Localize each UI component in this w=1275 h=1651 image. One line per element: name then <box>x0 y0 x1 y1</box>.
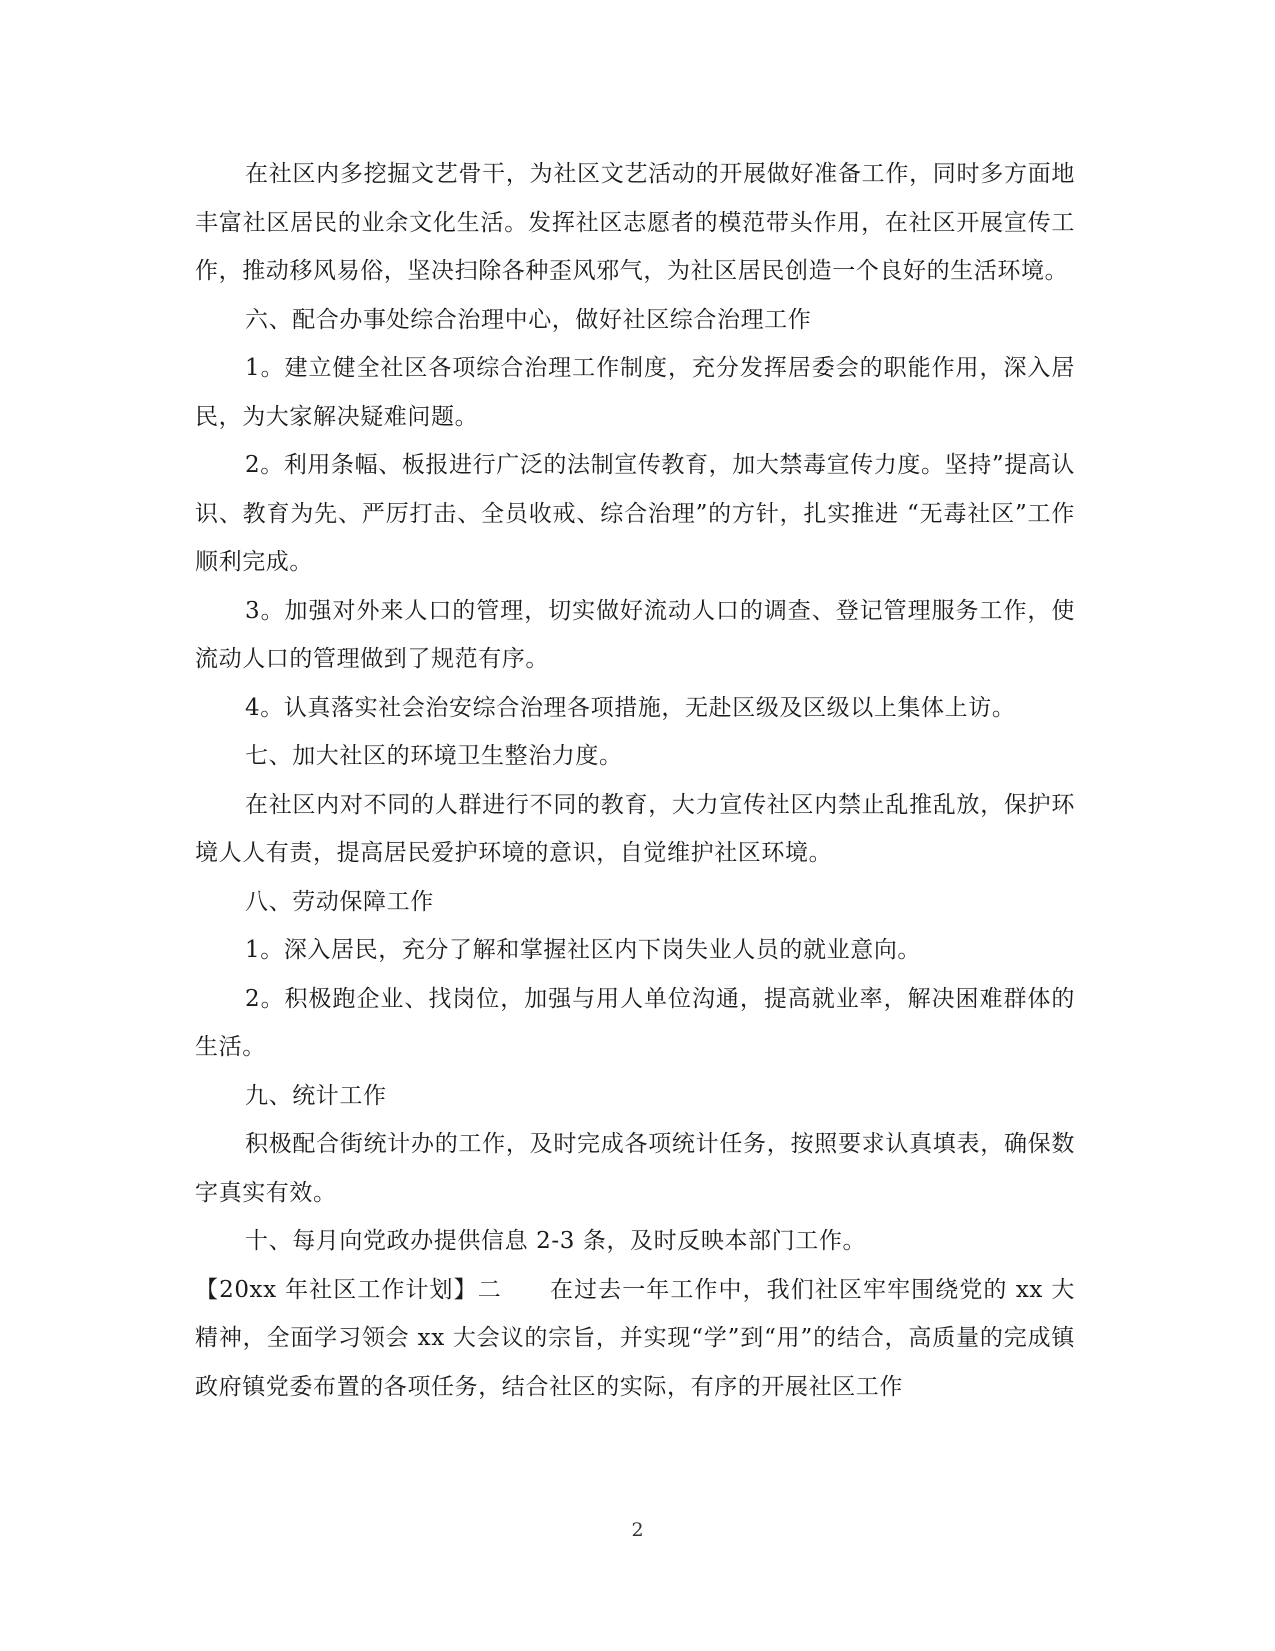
paragraph-plan-two: 【20xx 年社区工作计划】二 在过去一年工作中，我们社区牢牢围绕党的 xx 大精神，全面学习领会 xx 大会议的宗旨，并实现“学”到“用”的结合，高质量的完成镇政府镇党委布置的各项任务，结合社区的实际，有序的开展社区工作 <box>195 1276 1075 1400</box>
paragraph-6-4: 4。认真落实社会治安综合治理各项措施，无赴区级及区级以上集体上访。 <box>245 694 1016 721</box>
paragraph-7-body: 在社区内对不同的人群进行不同的教育，大力宣传社区内禁止乱推乱放，保护环境人人有责，提高居民爱护环境的意识，自觉维护社区环境。 <box>195 791 1075 866</box>
paragraph-culture: 在社区内多挖掘文艺骨干，为社区文艺活动的开展做好准备工作，同时多方面地丰富社区居民的业余文化生活。发挥社区志愿者的模范带头作用，在社区开展宣传工作，推动移风易俗，坚决扫除各种歪风邪气，为社区居民创造一个良好的生活环境。 <box>195 161 1075 284</box>
heading-section-10: 十、每月向党政办提供信息 2-3 条，及时反映本部门工作。 <box>245 1228 867 1254</box>
document-body <box>195 150 1075 1411</box>
paragraph-8-2: 2。积极跑企业、找岗位，加强与用人单位沟通，提高就业率，解决困难群体的生活。 <box>195 985 1075 1060</box>
heading-section-8: 八、劳动保障工作 <box>245 888 434 915</box>
paragraph-6-2: 2。利用条幅、板报进行广泛的法制宣传教育，加大禁毒宣传力度。坚持”提高认识、教育为先、严厉打击、全员收戒、综合治理”的方针，扎实推进 “无毒社区”工作顺利完成。 <box>195 452 1075 575</box>
heading-section-6: 六、配合办事处综合治理中心，做好社区综合治理工作 <box>245 306 812 333</box>
paragraph-6-3: 3。加强对外来人口的管理，切实做好流动人口的调查、登记管理服务工作，使流动人口的管理做到了规范有序。 <box>195 597 1075 672</box>
paragraph-9-body: 积极配合街统计办的工作，及时完成各项统计任务，按照要求认真填表，确保数字真实有效。 <box>195 1131 1075 1206</box>
paragraph-6-1: 1。建立健全社区各项综合治理工作制度，充分发挥居委会的职能作用，深入居民，为大家解决疑难问题。 <box>195 355 1075 430</box>
heading-section-9: 九、统计工作 <box>245 1082 387 1109</box>
paragraph-8-1: 1。深入居民，充分了解和掌握社区内下岗失业人员的就业意向。 <box>245 937 922 963</box>
page-number: 2 <box>631 1519 644 1541</box>
heading-section-7: 七、加大社区的环境卫生整治力度。 <box>245 743 623 769</box>
